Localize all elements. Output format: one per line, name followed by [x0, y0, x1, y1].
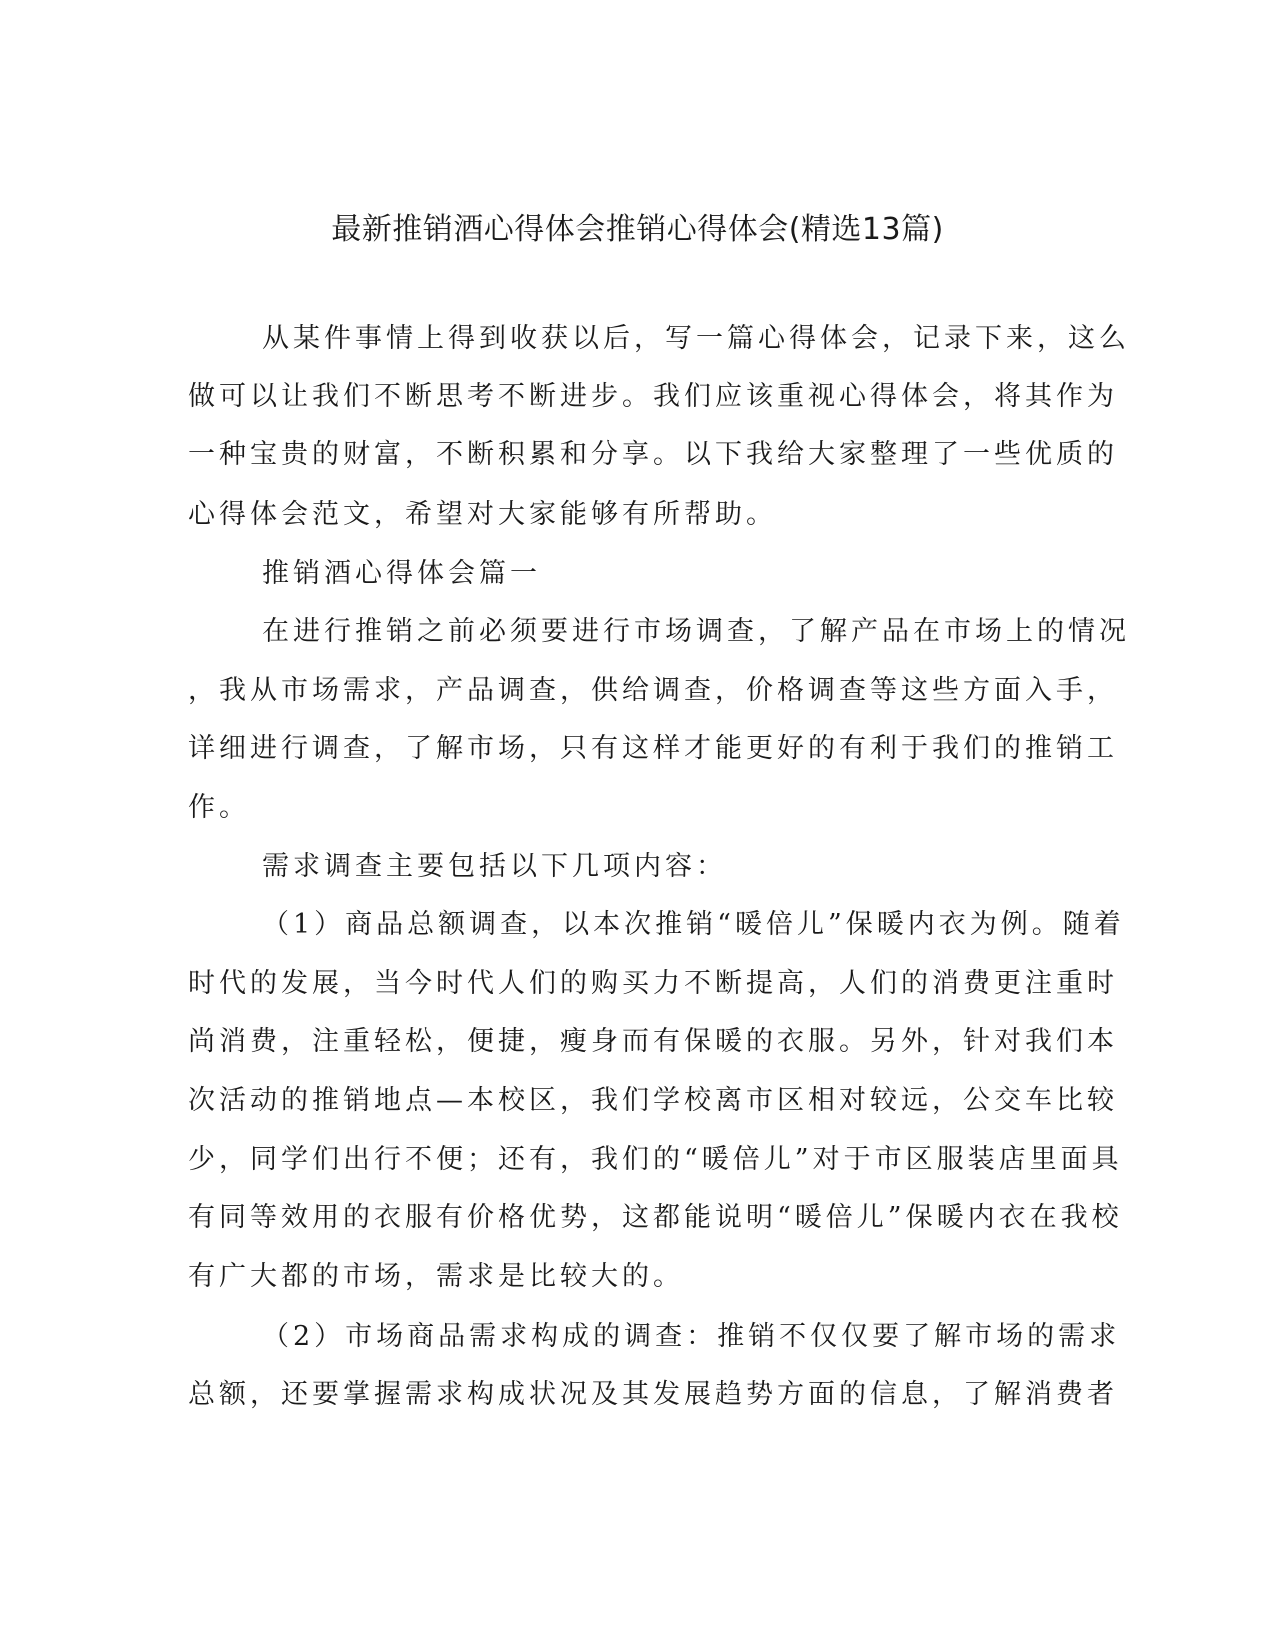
paragraph-line-10: （1）商品总额调查，以本次推销“暖倍儿”保暖内衣为例。随着 — [262, 909, 1125, 940]
paragraph-line-1: 从某件事情上得到收获以后，写一篇心得体会，记录下来，这么 — [262, 323, 1130, 354]
paragraph-line-12: 尚消费，注重轻松，便捷，瘦身而有保暖的衣服。另外，针对我们本 — [188, 1026, 1118, 1057]
paragraph-line-7: 详细进行调查，了解市场，只有这样才能更好的有利于我们的推销工 — [188, 733, 1118, 764]
paragraph-line-16: 有广大都的市场，需求是比较大的。 — [188, 1261, 684, 1292]
paragraph-line-8: 作。 — [188, 792, 250, 823]
paragraph-line-9: 需求调查主要包括以下几项内容： — [262, 851, 727, 882]
paragraph-line-15: 有同等效用的衣服有价格优势，这都能说明“暖倍儿”保暖内衣在我校 — [188, 1202, 1123, 1233]
paragraph-line-13: 次活动的推销地点—本校区，我们学校离市区相对较远，公交车比较 — [188, 1085, 1118, 1116]
paragraph-line-17: （2）市场商品需求构成的调查：推销不仅仅要了解市场的需求 — [262, 1321, 1121, 1352]
paragraph-line-18: 总额，还要掌握需求构成状况及其发展趋势方面的信息，了解消费者 — [188, 1379, 1118, 1410]
paragraph-line-3: 一种宝贵的财富，不断积累和分享。以下我给大家整理了一些优质的 — [188, 439, 1118, 470]
paragraph-line-11: 时代的发展，当今时代人们的购买力不断提高，人们的消费更注重时 — [188, 968, 1118, 999]
paragraph-line-14: 少，同学们出行不便；还有，我们的“暖倍儿”对于市区服装店里面具 — [188, 1144, 1123, 1175]
paragraph-line-5: 在进行推销之前必须要进行市场调查，了解产品在市场上的情况 — [262, 616, 1130, 647]
document-title: 最新推销酒心得体会推销心得体会(精选13篇) — [331, 212, 944, 247]
section-heading: 推销酒心得体会篇一 — [262, 558, 541, 589]
paragraph-line-6: ，我从市场需求，产品调查，供给调查，价格调查等这些方面入手， — [188, 675, 1118, 706]
paragraph-line-4: 心得体会范文，希望对大家能够有所帮助。 — [188, 499, 777, 530]
paragraph-line-2: 做可以让我们不断思考不断进步。我们应该重视心得体会，将其作为 — [188, 381, 1118, 412]
